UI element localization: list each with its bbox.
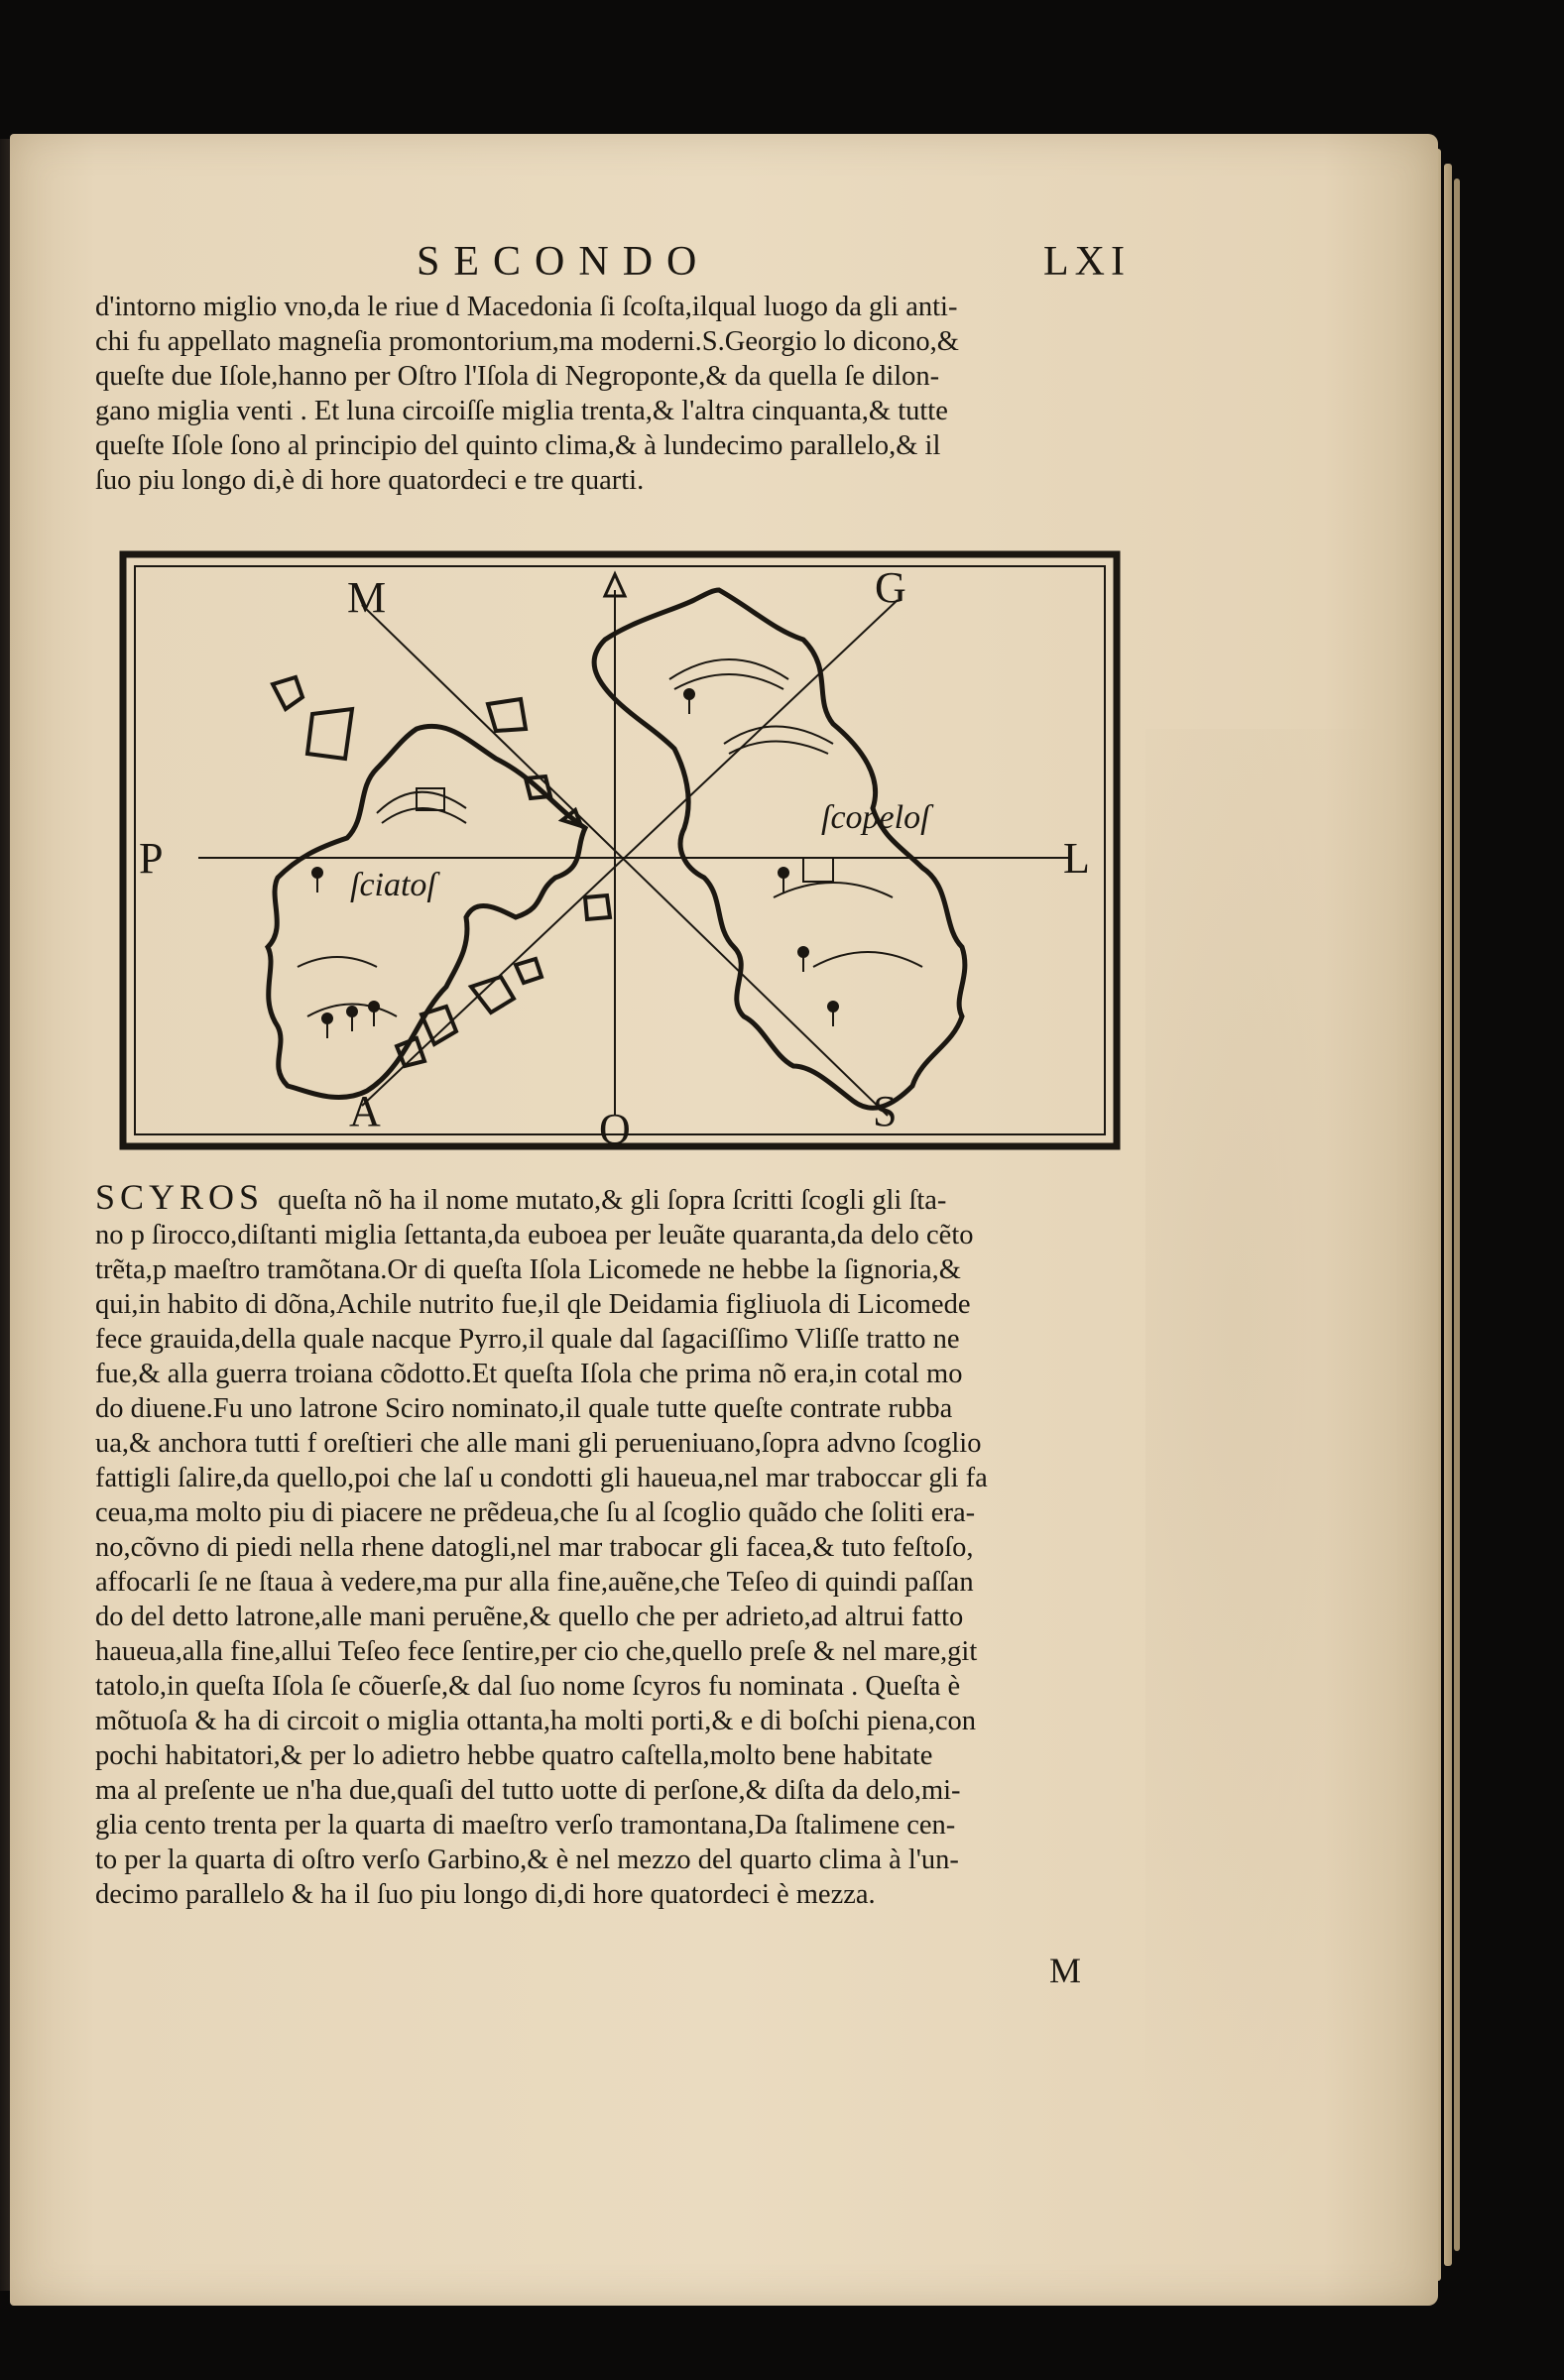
running-head-title: SECONDO — [417, 239, 711, 285]
islet — [421, 1007, 456, 1044]
text-line: haueua,alla fine,allui Teſeo fece ſentire,per cio che,quello preſe & nel mare,git — [95, 1636, 978, 1667]
text-line: queſte Iſole ſono al principio del quinto clima,& à lundecimo parallelo,& il — [95, 430, 941, 461]
wind-letter-nw: M — [347, 573, 387, 622]
text-line: no,cõvno di piedi nella rhene datogli,nel mar trabocar gli facea,& tuto feſtoſo, — [95, 1532, 974, 1563]
text-line: fattigli ſalire,da quello,poi che laſ u condotti gli haueua,nel mar traboccar gli fa — [95, 1463, 988, 1493]
text-line — [95, 1180, 1186, 1218]
text-line: do diuene.Fu uno latrone Sciro nominato,il quale tutte queſte contrate rubba — [95, 1393, 953, 1424]
islet — [585, 895, 610, 919]
island-label-left: ſciatoſ — [350, 867, 436, 903]
show-through — [1145, 729, 1443, 2216]
wind-letter-e: L — [1063, 834, 1090, 883]
paragraph-main — [95, 1180, 1186, 1912]
islet — [273, 677, 302, 709]
wind-letter-ne: G — [875, 563, 906, 612]
island-sciathos — [268, 726, 585, 1097]
page-edge — [1444, 164, 1452, 2266]
text-line: queſte due Iſole,hanno per Oſtro l'Iſola di Negroponte,& da quella ſe dilon- — [95, 361, 940, 392]
page-edge — [1454, 178, 1460, 2251]
text-line: qui,in habito di dõna,Achile nutrito fue,il qle Deidamia figliuola di Licomede — [95, 1289, 971, 1320]
text-line: pochi habitatori,& per lo adietro hebbe quatro caſtella,molto bene habitate — [95, 1740, 933, 1771]
text-line: to per la quarta di oſtro verſo Garbino,& è nel mezzo del quarto clima à l'un- — [95, 1844, 959, 1875]
text-line: fece grauida,della quale nacque Pyrro,il quale dal ſagaciſſimo Vliſſe tratto ne — [95, 1324, 960, 1355]
text-line: ma al preſente ue n'ha due,quaſi del tutto uotte di perſone,& diſta da delo,mi- — [95, 1775, 961, 1806]
wind-letter-w: P — [139, 834, 164, 883]
text-line: fue,& alla guerra troiana cõdotto.Et queſta Iſola che prima nõ era,in cotal mo — [95, 1359, 963, 1389]
text-line: gano miglia venti . Et luna circoiſſe miglia trenta,& l'altra cinquanta,& tutte — [95, 396, 948, 426]
island-label-right: ſcopeloſ — [821, 799, 930, 836]
wind-letter-sw: A — [349, 1087, 381, 1135]
text-line: ceua,ma molto piu di piacere ne prẽdeua,che ſu al ſcoglio quãdo che ſoliti era- — [95, 1497, 976, 1528]
text-line: glia cento trenta per la quarta di maeſtro verſo tramontana,Da ſtalimene cen- — [95, 1810, 956, 1841]
text-line: chi fu appellato magneſia promontorium,ma moderni.S.Georgio lo dicono,& — [95, 326, 959, 357]
islet — [307, 709, 352, 759]
text-line: decimo parallelo & ha il ſuo piu longo di,di hore quatordeci è mezza. — [95, 1879, 876, 1910]
section-initial: SCYROS — [95, 1180, 265, 1217]
text-line: do del detto latrone,alle mani peruẽne,& quello che per adrieto,ad altrui fatto — [95, 1602, 964, 1632]
paragraph-top — [95, 290, 1186, 498]
folio-number: LXI — [1043, 239, 1131, 285]
running-head — [417, 238, 1131, 298]
wind-letter-s: O — [599, 1105, 631, 1150]
text-line: d'intorno miglio vno,da le riue d Macedonia ſi ſcoſta,ilqual luogo da gli anti- — [95, 292, 958, 322]
text-line-rest: queſta nõ ha il nome mutato,& gli ſopra ſcritti ſcogli gli ſta- — [278, 1185, 947, 1216]
island-skopelos — [594, 590, 965, 1108]
text-line: tatolo,in queſta Iſola ſe cõuerſe,& dal ſuo nome ſcyros fu nominata . Queſta è — [95, 1671, 961, 1702]
text-line: ſuo piu longo di,è di hore quatordeci e tre quarti. — [95, 465, 645, 496]
text-line: ua,& anchora tutti f oreſtieri che alle mani gli perueniuano,ſopra advno ſcoglio — [95, 1428, 982, 1459]
wind-letter-se: S — [873, 1087, 898, 1135]
text-line: no p ſirocco,diſtanti miglia ſettanta,da euboea per leuãte quaranta,da delo cẽto — [95, 1220, 974, 1250]
catchword: M — [1049, 1951, 1082, 1990]
islet — [516, 959, 541, 983]
woodcut-map — [119, 550, 1121, 1150]
text-line: trẽta,p maeſtro tramõtana.Or di queſta Iſola Licomede ne hebbe la ſignoria,& — [95, 1254, 961, 1285]
text-line: mõtuoſa & ha di circoit o miglia ottanta,ha molti porti,& e di boſchi piena,con — [95, 1706, 977, 1736]
islet — [397, 1038, 424, 1066]
text-line: affocarli ſe ne ſtaua à vedere,ma pur alla fine,auẽne,che Teſeo di quindi paſſan — [95, 1567, 974, 1598]
islet — [488, 699, 526, 731]
map-illustration — [119, 550, 1121, 1150]
